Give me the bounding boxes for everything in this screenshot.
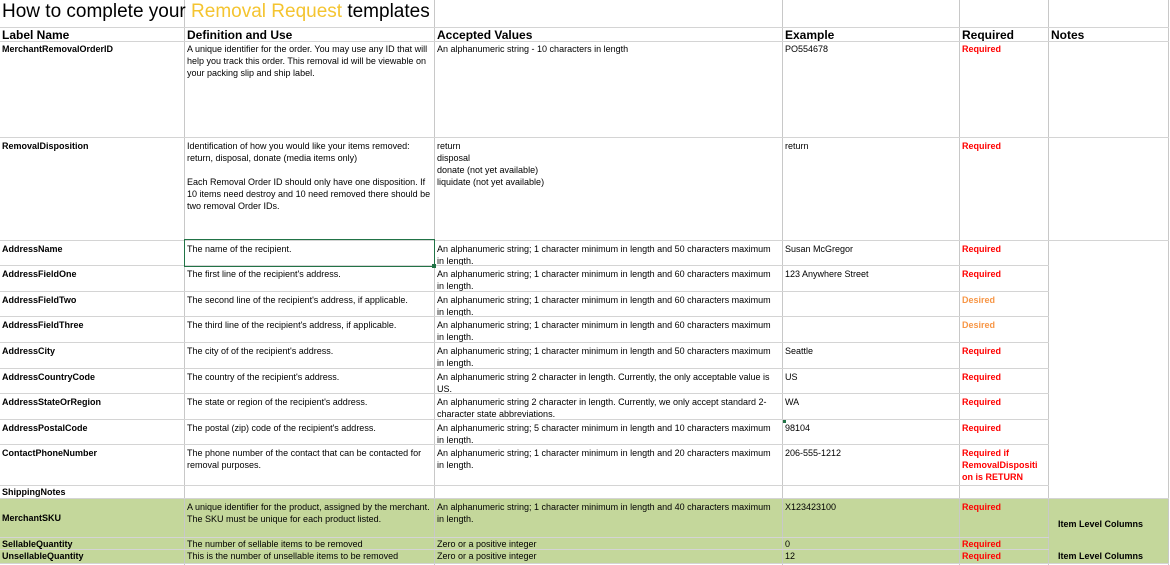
label-cell[interactable]: RemovalDisposition (2, 141, 89, 151)
definition-cell[interactable]: Identification of how you would like your items removed: return, disposal, donate (media items only) Each Removal Order ID should only have one disposition. If 10 items need destroy and 10 need removed there should be two removal Order IDs. (187, 141, 431, 211)
definition-cell[interactable]: The phone number of the contact that can be contacted for removal purposes. (187, 448, 422, 470)
required-cell[interactable]: Required (962, 372, 1002, 382)
example-cell[interactable]: 123 Anywhere Street (785, 269, 869, 279)
notes-item-level-columns[interactable]: Item Level Columns (1058, 551, 1144, 561)
definition-cell[interactable]: The first line of the recipient's address. (187, 269, 341, 279)
comment-indicator (783, 420, 786, 423)
header-notes[interactable]: Notes (1051, 28, 1085, 41)
required-cell[interactable]: Required (962, 423, 1002, 433)
definition-cell[interactable]: The postal (zip) code of the recipient's address. (187, 423, 376, 433)
label-cell[interactable]: MerchantRemovalOrderID (2, 44, 114, 54)
sheet-title[interactable] (2, 1, 430, 23)
header-accepted-values[interactable]: Accepted Values (437, 28, 533, 41)
label-cell[interactable]: AddressName (2, 244, 63, 254)
definition-cell[interactable]: A unique identifier for the product, assigned by the merchant. The SKU must be unique for each product listed. (187, 502, 430, 524)
accepted-cell[interactable]: An alphanumeric string 2 character in length. Currently, the only acceptable value is US. (437, 372, 770, 393)
label-cell[interactable]: ContactPhoneNumber (2, 448, 98, 458)
example-cell[interactable]: 0 (785, 539, 791, 549)
required-cell[interactable]: Required (962, 502, 1002, 512)
col-divider (1168, 0, 1169, 565)
definition-cell[interactable]: A unique identifier for the order. You may use any ID that will help you track this order. This removal id will be viewable on your packing slip and ship label. (187, 44, 428, 78)
definition-cell[interactable]: This is the number of unsellable items to be removed (187, 551, 399, 561)
label-cell[interactable]: AddressCountryCode (2, 372, 96, 382)
definition-cell[interactable]: The city of of the recipient's address. (187, 346, 334, 356)
accepted-cell[interactable]: An alphanumeric string; 1 character minimum in length and 50 characters maximum in length. (437, 346, 771, 368)
label-cell[interactable]: AddressFieldThree (2, 320, 84, 330)
label-cell[interactable]: AddressFieldTwo (2, 295, 77, 305)
accepted-cell[interactable]: An alphanumeric string; 1 character minimum in length and 50 characters maximum in length. (437, 244, 771, 265)
example-cell[interactable]: PO554678 (785, 44, 829, 54)
example-cell[interactable] (783, 317, 959, 342)
definition-cell[interactable]: The second line of the recipient's address, if applicable. (187, 295, 408, 305)
accepted-cell[interactable]: return disposal donate (not yet available) liquidate (not yet available) (437, 141, 545, 187)
example-cell[interactable]: return (785, 141, 809, 151)
definition-cell[interactable]: The number of sellable items to be removed (187, 539, 363, 549)
example-cell[interactable]: X123423100 (785, 502, 837, 512)
title-suffix: templates (342, 1, 430, 22)
header-definition[interactable]: Definition and Use (187, 28, 293, 41)
col-divider (1048, 0, 1049, 565)
example-cell[interactable]: 12 (785, 551, 796, 561)
required-cell[interactable]: Required (962, 346, 1002, 356)
definition-cell[interactable]: The name of the recipient. (187, 244, 292, 254)
label-cell[interactable]: AddressPostalCode (2, 423, 88, 433)
accepted-cell[interactable]: An alphanumeric string 2 character in length. Currently, we only accept standard 2-character state abbreviations. (437, 397, 767, 419)
accepted-cell[interactable]: An alphanumeric string; 1 character minimum in length and 60 characters maximum in length. (437, 320, 771, 342)
title-prefix: How to complete your (2, 1, 192, 22)
desired-cell[interactable]: Desired (962, 320, 996, 330)
accepted-cell[interactable]: An alphanumeric string; 1 character minimum in length and 60 characters maximum in length. (437, 295, 771, 316)
required-cell[interactable]: Required (962, 244, 1002, 254)
accepted-cell[interactable]: An alphanumeric string; 5 character minimum in length and 10 characters maximum in length. (437, 423, 771, 444)
accepted-cell[interactable]: An alphanumeric string - 10 characters in length (437, 44, 629, 54)
required-cell[interactable]: Required (962, 397, 1002, 407)
accepted-cell[interactable]: An alphanumeric string; 1 character minimum in length and 40 characters maximum in length. (437, 502, 771, 524)
header-example[interactable]: Example (785, 28, 835, 41)
label-cell[interactable]: AddressCity (2, 346, 56, 356)
example-cell[interactable]: US (785, 372, 798, 382)
required-cell[interactable]: Required (962, 141, 1002, 151)
title-highlight: Removal Request (191, 1, 343, 22)
example-cell[interactable]: Seattle (785, 346, 814, 356)
definition-cell[interactable]: The country of the recipient's address. (187, 372, 340, 382)
header-label-name[interactable]: Label Name (2, 28, 70, 41)
required-cell[interactable]: Required (962, 551, 1002, 561)
example-cell[interactable]: Susan McGregor (785, 244, 854, 254)
desired-cell[interactable]: Desired (962, 295, 996, 305)
accepted-cell[interactable]: An alphanumeric string; 1 character minimum in length and 60 characters maximum in length. (437, 269, 771, 291)
required-cell[interactable]: Required (962, 44, 1002, 54)
required-cell[interactable]: Required (962, 539, 1002, 549)
label-cell[interactable]: UnsellableQuantity (2, 551, 84, 561)
example-cell[interactable] (783, 292, 959, 316)
example-cell[interactable]: 98104 (785, 423, 811, 433)
row-divider (0, 563, 1169, 564)
definition-cell[interactable]: The state or region of the recipient's address. (187, 397, 368, 407)
example-cell[interactable]: WA (785, 397, 800, 407)
notes-item-level-columns[interactable]: Item Level Columns (1058, 519, 1144, 529)
required-cell[interactable]: Required if RemovalDispositi on is RETURN (962, 448, 1038, 482)
accepted-cell[interactable]: An alphanumeric string; 1 character minimum in length and 20 characters maximum in length. (437, 448, 771, 470)
required-cell[interactable]: Required (962, 269, 1002, 279)
header-required[interactable]: Required (962, 28, 1015, 41)
label-cell[interactable]: SellableQuantity (2, 539, 73, 549)
accepted-cell[interactable]: Zero or a positive integer (437, 539, 537, 549)
active-cell-selection[interactable] (184, 239, 435, 267)
definition-cell[interactable]: The third line of the recipient's address, if applicable. (187, 320, 397, 330)
label-cell[interactable]: MerchantSKU (2, 513, 62, 523)
accepted-cell[interactable]: Zero or a positive integer (437, 551, 537, 561)
fill-handle[interactable] (432, 264, 436, 268)
label-cell[interactable]: AddressStateOrRegion (2, 397, 102, 407)
label-cell[interactable]: ShippingNotes (2, 487, 66, 497)
label-cell[interactable]: AddressFieldOne (2, 269, 77, 279)
example-cell[interactable]: 206-555-1212 (785, 448, 842, 458)
